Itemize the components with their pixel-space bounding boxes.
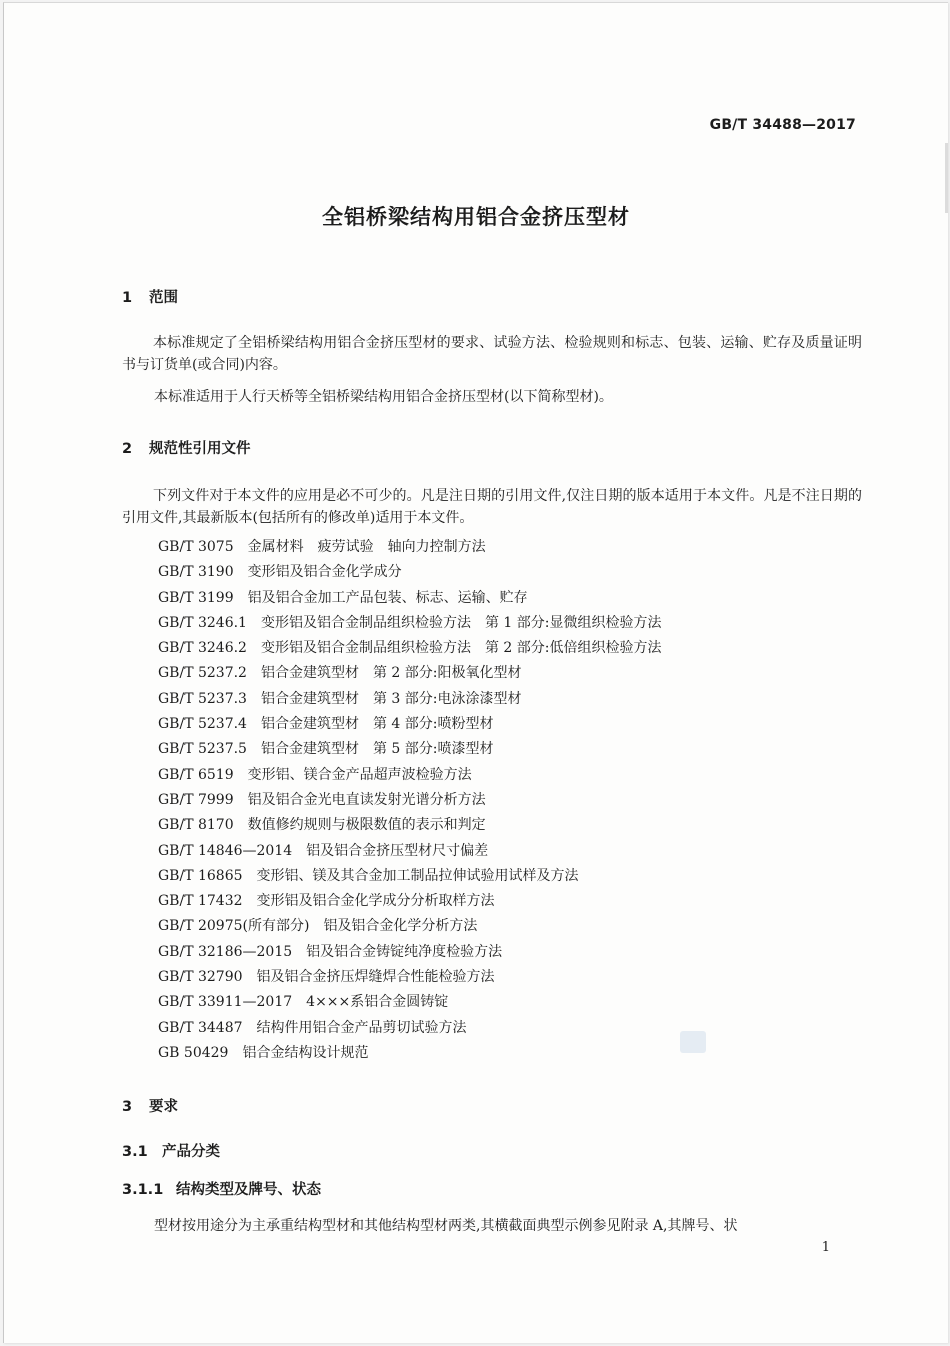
reference-item: GB/T 16865 变形铝、镁及其合金加工制品拉伸试验用试样及方法: [158, 867, 579, 884]
reference-item: GB/T 3075 金属材料 疲劳试验 轴向力控制方法: [158, 539, 486, 555]
reference-item: GB/T 17432 变形铝及铝合金化学成分分析取样方法: [158, 893, 495, 910]
section-title: 范围: [149, 290, 178, 306]
section-title: 结构类型及牌号、状态: [176, 1182, 321, 1198]
section-number: 3.1: [122, 1144, 148, 1160]
reference-item: GB/T 34487 结构件用铝合金产品剪切试验方法: [158, 1019, 467, 1036]
reference-item: GB/T 5237.3 铝合金建筑型材 第 3 部分:电泳涂漆型材: [158, 690, 522, 707]
section-title: 要求: [149, 1099, 178, 1115]
reference-item: GB/T 5237.5 铝合金建筑型材 第 5 部分:喷漆型材: [158, 741, 494, 758]
section-number: 3.1.1: [122, 1182, 164, 1198]
reference-item: GB/T 32186—2015 铝及铝合金铸锭纯净度检验方法: [158, 943, 503, 960]
reference-item: GB/T 7999 铝及铝合金光电直读发射光谱分析方法: [158, 791, 486, 808]
document-title: 全铝桥梁结构用铝合金挤压型材: [322, 205, 630, 229]
page-number: 1: [821, 1240, 830, 1255]
reference-item: GB/T 3246.2 变形铝及铝合金制品组织检验方法 第 2 部分:低倍组织检验方法: [158, 640, 662, 657]
section-number: 2: [122, 441, 133, 457]
reference-item: GB/T 6519 变形铝、镁合金产品超声波检验方法: [158, 766, 472, 783]
reference-item: GB/T 5237.2 铝合金建筑型材 第 2 部分:阳极氧化型材: [158, 665, 522, 682]
classification-paragraph: 型材按用途分为主承重结构型材和其他结构型材两类,其横截面典型示例参见附录 A,其牌号、状: [154, 1218, 738, 1234]
reference-item: GB/T 3190 变形铝及铝合金化学成分: [158, 564, 402, 581]
reference-item: GB/T 5237.4 铝合金建筑型材 第 4 部分:喷粉型材: [158, 716, 494, 733]
reference-item: GB/T 3199 铝及铝合金加工产品包装、标志、运输、贮存: [158, 589, 528, 606]
reference-item: GB 50429 铝合金结构设计规范: [158, 1044, 369, 1061]
reference-list: [158, 535, 662, 1066]
section-title: 产品分类: [162, 1144, 220, 1160]
section-number: 1: [122, 290, 133, 306]
page-edge-shadow: [945, 143, 948, 213]
section-3-1-1-heading: [122, 1178, 321, 1199]
section-2-heading: [122, 437, 251, 458]
section-1-heading: [122, 286, 178, 307]
reference-item: GB/T 8170 数值修约规则与极限数值的表示和判定: [158, 817, 486, 834]
reference-item: GB/T 14846—2014 铝及铝合金挤压型材尺寸偏差: [158, 842, 489, 859]
document-page: [3, 2, 948, 1343]
section-3-heading: [122, 1095, 178, 1116]
reference-item: GB/T 20975(所有部分) 铝及铝合金化学分析方法: [158, 918, 478, 935]
scope-paragraph: 本标准规定了全铝桥梁结构用铝合金挤压型材的要求、试验方法、检验规则和标志、包装、运输、贮存及质量证明书与订货单(或合同)内容。: [122, 335, 862, 373]
reference-item: GB/T 3246.1 变形铝及铝合金制品组织检验方法 第 1 部分:显微组织检验方法: [158, 614, 662, 631]
section-title: 规范性引用文件: [149, 441, 251, 457]
section-3-1-heading: [122, 1140, 220, 1161]
watermark-stamp: [680, 1031, 706, 1053]
reference-item: GB/T 33911—2017 4×××系铝合金圆铸锭: [158, 994, 449, 1011]
reference-item: GB/T 32790 铝及铝合金挤压焊缝焊合性能检验方法: [158, 969, 495, 986]
references-intro: 下列文件对于本文件的应用是必不可少的。凡是注日期的引用文件,仅注日期的版本适用于本文件。凡是不注日期的引用文件,其最新版本(包括所有的修改单)适用于本文件。: [122, 488, 862, 526]
scope-applicability: 本标准适用于人行天桥等全铝桥梁结构用铝合金挤压型材(以下简称型材)。: [154, 389, 613, 405]
section-number: 3: [122, 1099, 133, 1115]
standard-code: GB/T 34488—2017: [709, 117, 856, 133]
